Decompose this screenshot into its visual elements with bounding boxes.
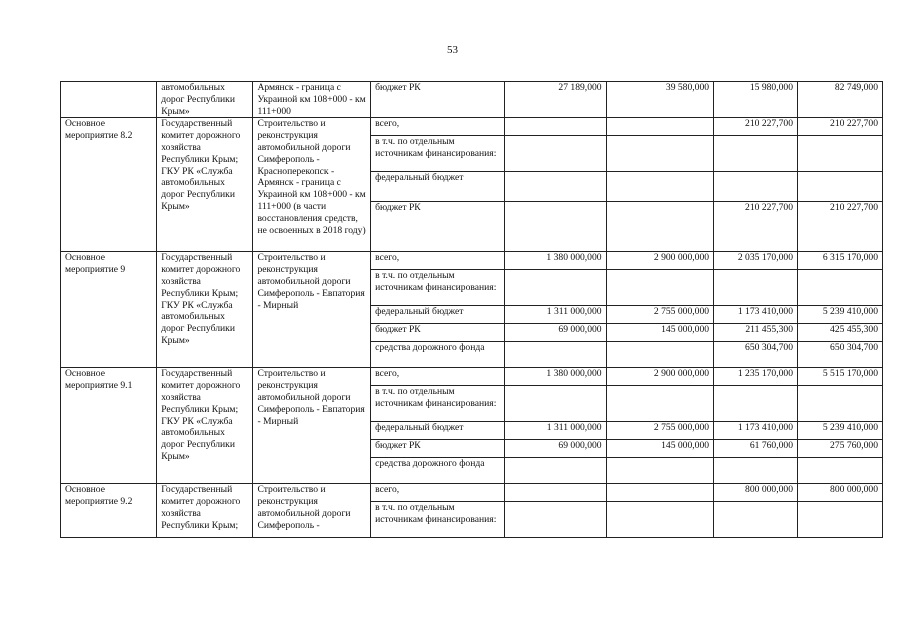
- amount-2019-cell: [505, 458, 606, 484]
- funding-source-cell: бюджет РК: [371, 202, 505, 252]
- event-cell: [61, 82, 157, 118]
- executor-cell: Государственный комитет дорожного хозяйства Республики Крым; ГКУ РК «Служба автомобильных дорог Республики Крым»: [157, 252, 253, 368]
- amount-2021-cell: [714, 136, 798, 172]
- amount-2021-cell: 2 035 170,000: [714, 252, 798, 270]
- amount-2020-cell: [606, 502, 713, 538]
- event-cell: Основное мероприятие 9.1: [61, 368, 157, 484]
- amount-2020-cell: [606, 202, 713, 252]
- amount-2020-cell: 2 755 000,000: [606, 422, 713, 440]
- amount-2021-cell: 800 000,000: [714, 484, 798, 502]
- amount-2020-cell: 145 000,000: [606, 324, 713, 342]
- amount-2019-cell: [505, 342, 606, 368]
- amount-total-cell: 800 000,000: [798, 484, 883, 502]
- financing-table: [60, 81, 883, 538]
- amount-2020-cell: [606, 270, 713, 306]
- funding-source-cell: федеральный бюджет: [371, 306, 505, 324]
- amount-2019-cell: [505, 270, 606, 306]
- amount-total-cell: [798, 136, 883, 172]
- amount-2021-cell: 61 760,000: [714, 440, 798, 458]
- executor-cell: Государственный комитет дорожного хозяйства Республики Крым; ГКУ РК «Служба автомобильных дорог Республики Крым»: [157, 118, 253, 252]
- funding-source-cell: всего,: [371, 368, 505, 386]
- amount-2020-cell: [606, 118, 713, 136]
- amount-2019-cell: [505, 118, 606, 136]
- amount-2019-cell: 27 189,000: [505, 82, 606, 118]
- amount-2019-cell: [505, 502, 606, 538]
- amount-2021-cell: 210 227,700: [714, 118, 798, 136]
- funding-source-cell: в т.ч. по отдельным источникам финансирования:: [371, 270, 505, 306]
- object-cell: Строительство и реконструкция автомобильной дороги Симферополь - Красноперекопск - Армянск - граница с Украиной км 108+000 - км 111+000 (в части восстановления средств, не освоенных в 2018 году): [253, 118, 371, 252]
- table-row: [61, 368, 883, 386]
- amount-2019-cell: [505, 172, 606, 202]
- amount-2020-cell: [606, 386, 713, 422]
- executor-cell: Государственный комитет дорожного хозяйства Республики Крым;: [157, 484, 253, 538]
- amount-total-cell: 650 304,700: [798, 342, 883, 368]
- funding-source-cell: бюджет РК: [371, 82, 505, 118]
- funding-source-cell: всего,: [371, 118, 505, 136]
- object-cell: Строительство и реконструкция автомобильной дороги Симферополь - Евпатория - Мирный: [253, 252, 371, 368]
- amount-2021-cell: [714, 172, 798, 202]
- object-cell: Строительство и реконструкция автомобильной дороги Симферополь - Евпатория - Мирный: [253, 368, 371, 484]
- funding-source-cell: бюджет РК: [371, 324, 505, 342]
- amount-2019-cell: [505, 484, 606, 502]
- table-row: [61, 484, 883, 502]
- amount-2019-cell: [505, 202, 606, 252]
- funding-source-cell: федеральный бюджет: [371, 422, 505, 440]
- amount-total-cell: 5 239 410,000: [798, 422, 883, 440]
- amount-2021-cell: 1 173 410,000: [714, 306, 798, 324]
- amount-total-cell: 210 227,700: [798, 202, 883, 252]
- amount-2020-cell: 145 000,000: [606, 440, 713, 458]
- amount-total-cell: [798, 386, 883, 422]
- page-number: 53: [447, 44, 458, 56]
- event-cell: Основное мероприятие 9: [61, 252, 157, 368]
- executor-cell: автомобильных дорог Республики Крым»: [157, 82, 253, 118]
- funding-source-cell: всего,: [371, 484, 505, 502]
- funding-source-cell: в т.ч. по отдельным источникам финансирования:: [371, 386, 505, 422]
- amount-total-cell: 5 515 170,000: [798, 368, 883, 386]
- amount-2019-cell: [505, 136, 606, 172]
- amount-total-cell: 5 239 410,000: [798, 306, 883, 324]
- amount-2021-cell: 1 173 410,000: [714, 422, 798, 440]
- funding-source-cell: федеральный бюджет: [371, 172, 505, 202]
- amount-2019-cell: 69 000,000: [505, 440, 606, 458]
- amount-total-cell: 210 227,700: [798, 118, 883, 136]
- table-row: [61, 82, 883, 118]
- table-row: [61, 118, 883, 136]
- amount-total-cell: 6 315 170,000: [798, 252, 883, 270]
- amount-2019-cell: 69 000,000: [505, 324, 606, 342]
- amount-total-cell: 82 749,000: [798, 82, 883, 118]
- object-cell: Армянск - граница с Украиной км 108+000 - км 111+000: [253, 82, 371, 118]
- amount-2019-cell: 1 380 000,000: [505, 368, 606, 386]
- amount-2019-cell: 1 380 000,000: [505, 252, 606, 270]
- amount-2020-cell: 39 580,000: [606, 82, 713, 118]
- amount-2021-cell: 1 235 170,000: [714, 368, 798, 386]
- executor-cell: Государственный комитет дорожного хозяйства Республики Крым; ГКУ РК «Служба автомобильных дорог Республики Крым»: [157, 368, 253, 484]
- amount-total-cell: 425 455,300: [798, 324, 883, 342]
- amount-2021-cell: [714, 270, 798, 306]
- amount-2021-cell: 210 227,700: [714, 202, 798, 252]
- amount-2021-cell: [714, 386, 798, 422]
- funding-source-cell: средства дорожного фонда: [371, 458, 505, 484]
- event-cell: Основное мероприятие 8.2: [61, 118, 157, 252]
- funding-source-cell: бюджет РК: [371, 440, 505, 458]
- amount-2020-cell: 2 755 000,000: [606, 306, 713, 324]
- amount-2020-cell: [606, 136, 713, 172]
- amount-2021-cell: 211 455,300: [714, 324, 798, 342]
- object-cell: Строительство и реконструкция автомобильной дороги Симферополь -: [253, 484, 371, 538]
- amount-2021-cell: [714, 502, 798, 538]
- amount-total-cell: [798, 270, 883, 306]
- amount-2021-cell: [714, 458, 798, 484]
- funding-source-cell: в т.ч. по отдельным источникам финансирования:: [371, 502, 505, 538]
- amount-2021-cell: 15 980,000: [714, 82, 798, 118]
- table-row: [61, 252, 883, 270]
- amount-total-cell: [798, 502, 883, 538]
- amount-2019-cell: [505, 386, 606, 422]
- funding-source-cell: всего,: [371, 252, 505, 270]
- event-cell: Основное мероприятие 9.2: [61, 484, 157, 538]
- amount-2019-cell: 1 311 000,000: [505, 306, 606, 324]
- amount-total-cell: 275 760,000: [798, 440, 883, 458]
- amount-2020-cell: [606, 484, 713, 502]
- funding-source-cell: в т.ч. по отдельным источникам финансирования:: [371, 136, 505, 172]
- amount-total-cell: [798, 458, 883, 484]
- amount-2020-cell: [606, 458, 713, 484]
- amount-2020-cell: [606, 342, 713, 368]
- amount-2020-cell: [606, 172, 713, 202]
- amount-total-cell: [798, 172, 883, 202]
- amount-2020-cell: 2 900 000,000: [606, 368, 713, 386]
- amount-2021-cell: 650 304,700: [714, 342, 798, 368]
- amount-2019-cell: 1 311 000,000: [505, 422, 606, 440]
- funding-source-cell: средства дорожного фонда: [371, 342, 505, 368]
- amount-2020-cell: 2 900 000,000: [606, 252, 713, 270]
